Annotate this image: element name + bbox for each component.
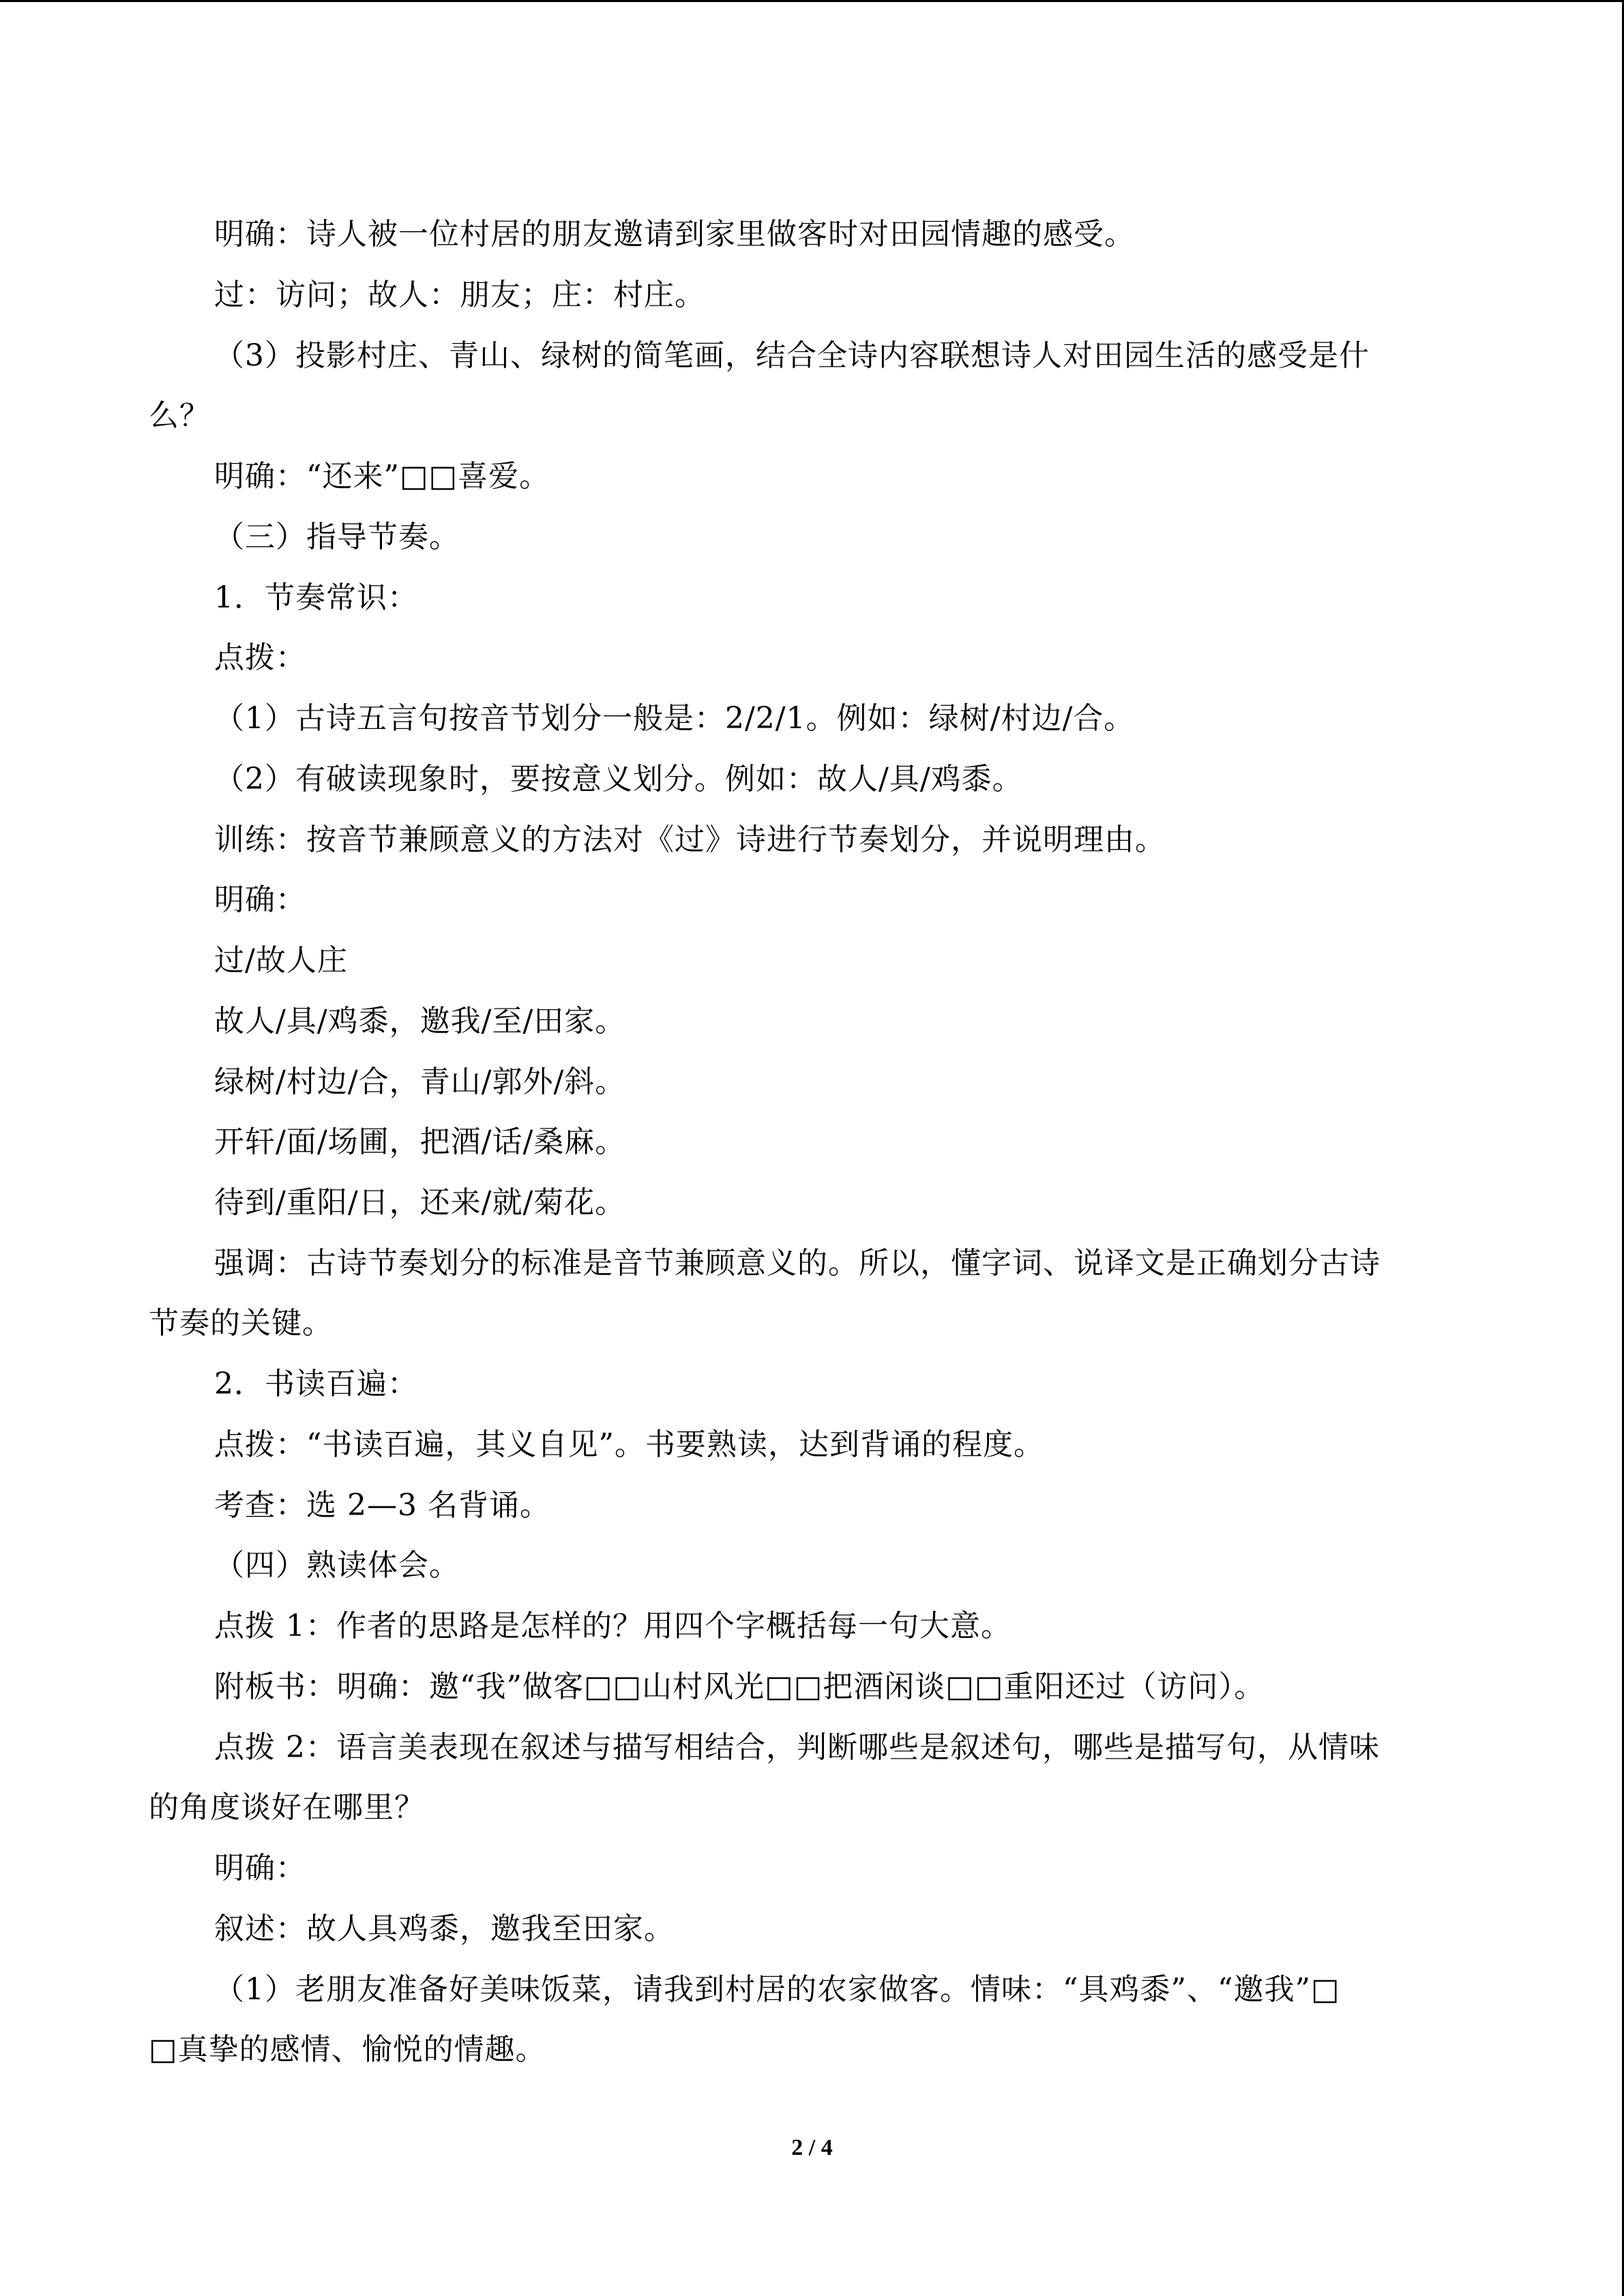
section-heading: （三）指导节奏。: [214, 520, 460, 554]
text-line: 点拨：: [214, 640, 306, 675]
text-line: （3）投影村庄、青山、绿树的简笔画，结合全诗内容联想诗人对田园生活的感受是什: [214, 338, 1370, 373]
text-line: 么？: [149, 398, 210, 433]
text-line: 明确：诗人被一位村居的朋友邀请到家里做客时对田园情趣的感受。: [214, 217, 1135, 252]
text-line: 强调：古诗节奏划分的标准是音节兼顾意义的。所以，懂字词、说译文是正确划分古诗: [214, 1246, 1381, 1281]
text-line: 明确：: [214, 882, 306, 917]
text-line: （1）老朋友准备好美味饭菜，请我到村居的农家做客。情味：“具鸡黍”、“邀我”□: [214, 1972, 1340, 2007]
text-line: 附板书：明确：邀“我”做客□□山村风光□□把酒闲谈□□重阳还过（访问）。: [214, 1669, 1265, 1704]
section-heading: （四）熟读体会。: [214, 1548, 460, 1583]
page-number: 2 / 4: [791, 2135, 833, 2160]
text-line: 明确：: [214, 1851, 306, 1885]
text-line: （1）古诗五言句按音节划分一般是：2/2/1。例如：绿树/村边/合。: [214, 701, 1135, 736]
subsection-heading: 2．书读百遍：: [214, 1367, 418, 1401]
poem-line: 开轩/面/场圃，把酒/话/桑麻。: [214, 1124, 626, 1159]
poem-line: 故人/具/鸡黍，邀我/至/田家。: [214, 1004, 626, 1039]
text-line: 的角度谈好在哪里？: [149, 1790, 425, 1825]
text-line: □真挚的感情、愉悦的情趣。: [149, 2032, 546, 2067]
text-line: 节奏的关键。: [149, 1306, 333, 1341]
text-line: 点拨 1：作者的思路是怎样的？用四个字概括每一句大意。: [214, 1609, 1012, 1643]
text-line: 明确：“还来”□□喜爱。: [214, 459, 550, 494]
text-line: 训练：按音节兼顾意义的方法对《过》诗进行节奏划分，并说明理由。: [214, 822, 1166, 857]
poem-title-line: 过/故人庄: [214, 943, 348, 978]
text-line: 考查：选 2—3 名背诵。: [214, 1488, 550, 1523]
text-line: 点拨 2：语言美表现在叙述与描写相结合，判断哪些是叙述句，哪些是描写句，从情味: [214, 1730, 1380, 1765]
poem-line: 绿树/村边/合，青山/郭外/斜。: [214, 1064, 626, 1099]
poem-line: 待到/重阳/日，还来/就/菊花。: [214, 1185, 626, 1220]
text-line: 过：访问；故人：朋友；庄：村庄。: [214, 278, 705, 312]
subsection-heading: 1．节奏常识：: [214, 580, 418, 615]
text-line: 叙述：故人具鸡黍，邀我至田家。: [214, 1911, 675, 1946]
text-line: （2）有破读现象时，要按意义划分。例如：故人/具/鸡黍。: [214, 762, 1023, 796]
text-line: 点拨：“书读百遍，其义自见”。书要熟读，达到背诵的程度。: [214, 1427, 1044, 1462]
